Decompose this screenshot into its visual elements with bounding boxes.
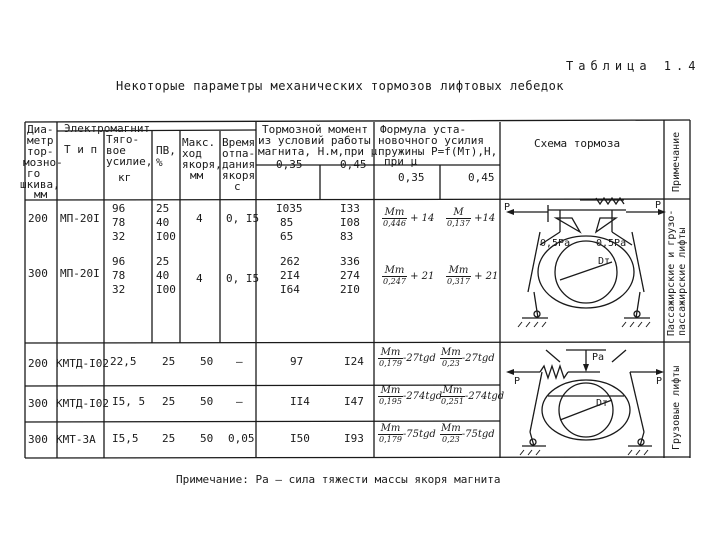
cell-pv: 25 xyxy=(156,255,170,268)
cell-torque-035: 262 xyxy=(280,255,300,268)
cell-pv: 25 xyxy=(162,395,176,408)
cell-torque-045: I08 xyxy=(340,216,360,229)
cell-torque-045: I33 xyxy=(340,202,360,215)
header-stroke-line: Макс. xyxy=(182,136,216,149)
cell-traction: 32 xyxy=(112,230,126,243)
header-time-line: отпа- xyxy=(222,147,256,160)
header-diameter-line: Диа- xyxy=(27,123,54,136)
cell-torque-035: 85 xyxy=(280,216,294,229)
header-stroke-line: якоря, xyxy=(182,158,222,171)
cell-pv: I00 xyxy=(156,230,176,243)
cell-traction: 22,5 xyxy=(110,355,137,368)
cell-formula-2 xyxy=(440,386,504,407)
cell-traction: 96 xyxy=(112,255,126,268)
cell-torque-045: 274 xyxy=(340,269,360,282)
header-formula-line: Формула уста- xyxy=(380,123,467,136)
cell-diameter: 300 xyxy=(28,433,48,446)
cell-formula-1 xyxy=(378,424,436,445)
cell-diameter: 300 xyxy=(28,267,48,280)
scheme-upper-p-left: P xyxy=(504,202,511,213)
cell-formula-2 xyxy=(440,348,495,369)
cell-pv: 40 xyxy=(156,269,170,282)
cell-time: – xyxy=(236,355,243,368)
cell-diameter: 200 xyxy=(28,357,48,370)
cell-type: КМТД-I02 xyxy=(56,397,109,410)
formula-den: 0,137 xyxy=(447,219,470,228)
formula-num: Mт xyxy=(441,347,461,358)
formula-num: Mт xyxy=(441,423,461,434)
cell-traction: 78 xyxy=(112,269,126,282)
header-time-line: якоря xyxy=(222,169,256,182)
formula-tail: -27tgd xyxy=(402,353,436,364)
cell-torque-035: I64 xyxy=(280,283,300,296)
scheme-upper-p-right: P xyxy=(655,200,662,211)
cell-stroke: 4 xyxy=(196,212,203,225)
header-diameter-line: го xyxy=(27,167,41,180)
cell-stroke: 50 xyxy=(200,432,214,445)
cell-time: – xyxy=(236,395,243,408)
header-diameter-line: мозно- xyxy=(23,156,63,169)
formula-num: Mт xyxy=(382,208,407,219)
formula-den: 0,446 xyxy=(383,219,406,228)
cell-pv: 25 xyxy=(162,355,176,368)
formula-den: 0,23 xyxy=(441,435,460,444)
scheme-lower-p-left: P xyxy=(514,376,521,387)
formula-den: 0,23 xyxy=(441,359,460,368)
cell-torque-045: 2I0 xyxy=(340,283,360,296)
formula-den: 0,179 xyxy=(379,359,402,368)
header-electromagnet: Электромагнит xyxy=(64,122,151,135)
cell-traction: I5, 5 xyxy=(112,395,146,408)
cell-traction: 78 xyxy=(112,216,126,229)
cell-torque-035: I035 xyxy=(276,202,303,215)
table-title: Некоторые параметры механических тормозов лифтовых лебедок xyxy=(116,79,565,93)
header-torque-line: Тормозной момент xyxy=(262,123,368,136)
cell-type: МП-20I xyxy=(60,212,100,225)
header-note: Примечание xyxy=(671,131,682,192)
note-passenger-line2: пассажирские лифты xyxy=(677,227,688,336)
formula-num: Mт xyxy=(378,386,403,397)
cell-torque-035: I50 xyxy=(290,432,310,445)
header-time-line: Время xyxy=(222,136,256,149)
table-number: Таблица 1.4 xyxy=(566,59,701,73)
cell-torque-045: 336 xyxy=(340,255,360,268)
footnote: Примечание: Pа – сила тяжести массы якоря магнита xyxy=(176,473,501,486)
header-stroke-line: ход xyxy=(182,147,202,160)
header-diameter-line: тор- xyxy=(27,145,54,158)
cell-formula-035 xyxy=(382,266,434,287)
cell-torque-045: I93 xyxy=(344,432,364,445)
cell-torque-045: I47 xyxy=(344,395,364,408)
cell-stroke: 50 xyxy=(200,355,214,368)
cell-time: 0, I5 xyxy=(226,272,260,285)
formula-den: 0,179 xyxy=(379,435,402,444)
cell-pv: I00 xyxy=(156,283,176,296)
header-diameter-line: метр xyxy=(27,134,54,147)
header-traction-line: усилие, xyxy=(106,155,153,168)
note-freight: Грузовые лифты xyxy=(671,365,682,450)
scheme-lower-pa: Pа xyxy=(592,352,605,363)
cell-pv: 25 xyxy=(156,202,170,215)
header-time-line: дания xyxy=(222,158,256,171)
cell-traction: 96 xyxy=(112,202,126,215)
cell-formula-045 xyxy=(446,208,495,229)
cell-formula-2 xyxy=(440,424,495,445)
header-formula-mu-035: 0,35 xyxy=(398,171,425,184)
cell-torque-035: 2I4 xyxy=(280,269,300,282)
header-diameter-line: мм xyxy=(34,188,48,201)
cell-time: 0, I5 xyxy=(226,212,260,225)
header-scheme: Схема тормоза xyxy=(534,137,621,150)
formula-num: Mт xyxy=(382,266,407,277)
header-torque-mu-035: 0,35 xyxy=(276,158,303,171)
scheme-upper-half-right: 0,5Pа xyxy=(596,238,627,249)
formula-num: Mт xyxy=(440,386,465,397)
formula-num: M xyxy=(446,208,471,219)
cell-pv: 25 xyxy=(162,432,176,445)
cell-diameter: 200 xyxy=(28,212,48,225)
cell-formula-1 xyxy=(378,386,442,407)
cell-pv: 40 xyxy=(156,216,170,229)
formula-tail: -274tgd xyxy=(402,391,443,402)
header-diameter-line: шкива, xyxy=(20,178,60,191)
formula-num: Mт xyxy=(378,424,403,435)
cell-torque-035: 65 xyxy=(280,230,294,243)
scheme-upper-half-left: 0,5Pа xyxy=(540,238,571,249)
formula-den: 0,251 xyxy=(441,397,464,406)
formula-tail: -75tgd xyxy=(402,429,436,440)
formula-num: Mт xyxy=(378,348,403,359)
header-pv-line: ПВ, xyxy=(156,144,176,157)
cell-type: МП-20I xyxy=(60,267,100,280)
cell-formula-045 xyxy=(446,266,498,287)
cell-traction: I5,5 xyxy=(112,432,139,445)
cell-type: КМТ-3А xyxy=(56,433,96,446)
header-formula-mu-045: 0,45 xyxy=(468,171,495,184)
header-formula-line: при μ xyxy=(384,155,418,168)
cell-torque-045: 83 xyxy=(340,230,354,243)
formula-den: 0,247 xyxy=(383,277,406,286)
scheme-upper-drum: Dт xyxy=(598,256,611,267)
cell-diameter: 300 xyxy=(28,397,48,410)
header-torque-mu-045: 0,45 xyxy=(340,158,367,171)
header-formula-line: новочного усилия xyxy=(378,134,484,147)
formula-tail: -75tgd xyxy=(461,429,495,440)
formula-tail: -274tgd xyxy=(464,391,505,402)
note-passenger-line1: Пассажирские и грузо- xyxy=(666,209,677,336)
cell-type: КМТД-I02 xyxy=(56,357,109,370)
cell-torque-035: 97 xyxy=(290,355,304,368)
header-type: Т и п xyxy=(64,143,98,156)
cell-torque-035: II4 xyxy=(290,395,310,408)
cell-stroke: 4 xyxy=(196,272,203,285)
cell-torque-045: I24 xyxy=(344,355,364,368)
scheme-lower-drum: Dт xyxy=(596,398,609,409)
formula-den: 0,195 xyxy=(379,397,402,406)
header-stroke-line: мм xyxy=(190,169,204,182)
header-torque-line: магнита, Н.м,при μ xyxy=(258,145,378,158)
formula-den: 0,317 xyxy=(447,277,470,286)
cell-formula-035 xyxy=(382,208,434,229)
cell-stroke: 50 xyxy=(200,395,214,408)
header-formula-line: пружины P=f(Mт),Н, xyxy=(378,145,498,158)
cell-traction: 32 xyxy=(112,283,126,296)
cell-formula-1 xyxy=(378,348,436,369)
cell-time: 0,05 xyxy=(228,432,255,445)
header-traction-line: Тяго- xyxy=(106,133,140,146)
formula-num: Mт xyxy=(446,266,471,277)
header-pv-line: % xyxy=(156,156,163,169)
formula-tail: + 21 xyxy=(410,271,435,282)
header-torque-line: из условий работы xyxy=(258,134,371,147)
formula-tail: + 14 xyxy=(410,213,435,224)
formula-tail: + 21 xyxy=(474,271,499,282)
scheme-lower-p-right: P xyxy=(656,376,663,387)
header-time-line: с xyxy=(234,180,241,193)
formula-tail: -27tgd xyxy=(461,353,495,364)
header-traction-line: вое xyxy=(106,144,126,157)
formula-tail: +14 xyxy=(474,213,496,224)
header-traction-line: кг xyxy=(118,171,132,184)
